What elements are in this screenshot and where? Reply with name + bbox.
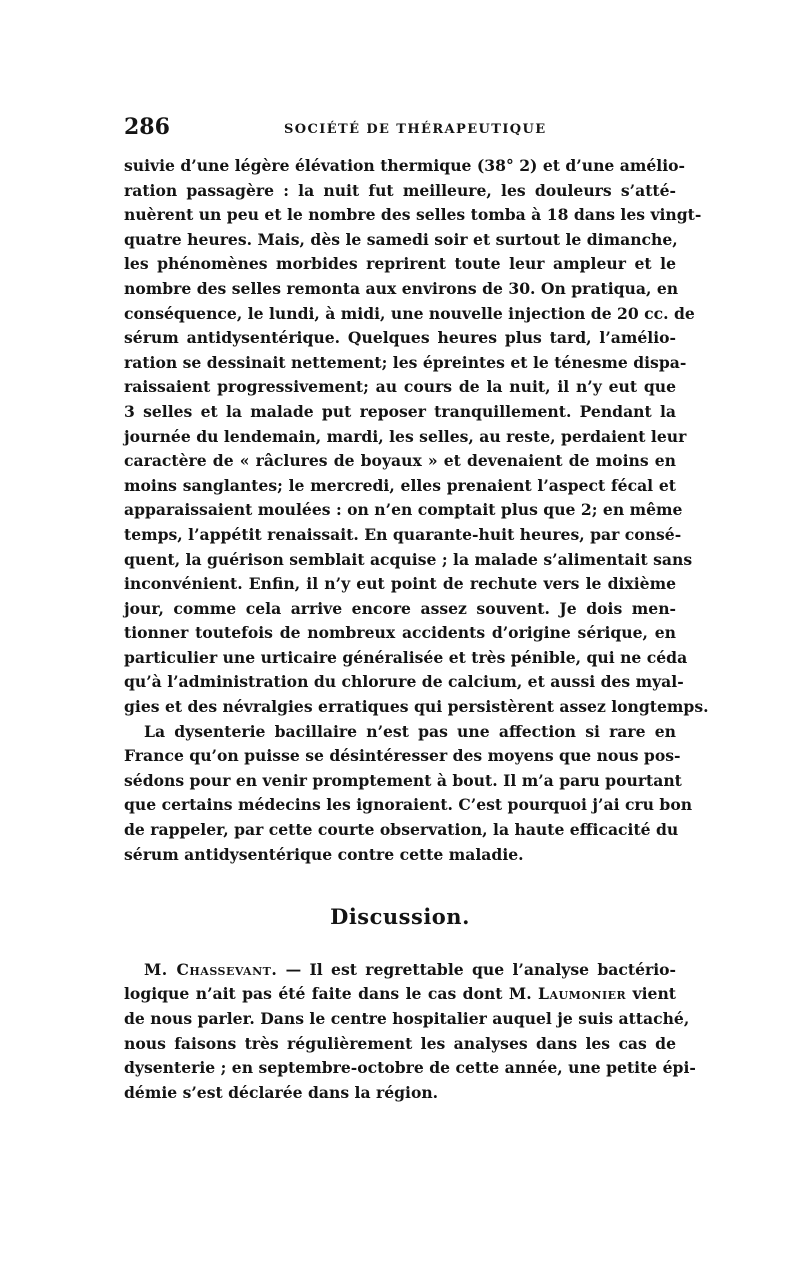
- paragraph-observation: [124, 154, 709, 720]
- text-line: France qu’on puisse se désintéresser des moyens que nous pos-: [124, 746, 681, 766]
- body-text: [124, 154, 709, 1105]
- text-fragment: Il est regrettable que l’analyse bactério-: [309, 959, 677, 979]
- text-fragment: vient: [626, 984, 676, 1004]
- text-fragment: logique n’ait pas été faite dans le cas dont M.: [124, 984, 539, 1004]
- text-line: ration se dessinait nettement; les épreintes et le ténesme dispa-: [124, 352, 687, 372]
- page-header: [124, 110, 676, 140]
- text-line: temps, l’appétit renaissait. En quarante-huit heures, par consé-: [124, 524, 682, 544]
- paragraph-discussion: [124, 958, 696, 1106]
- text-line: raissaient progressivement; au cours de la nuit, il n’y eut que: [124, 377, 676, 397]
- text-line: ration passagère : la nuit fut meilleure, les douleurs s’atté-: [124, 180, 676, 200]
- referenced-name: Laumonier: [538, 984, 627, 1004]
- dash: —: [277, 959, 310, 979]
- text-line: [124, 982, 676, 1007]
- text-line: sérum antidysentérique contre cette maladie.: [124, 844, 524, 864]
- text-line: que certains médecins les ignoraient. C’est pourquoi j’ai cru bon: [124, 795, 693, 815]
- text-line: sédons pour en venir promptement à bout. Il m’a paru pourtant: [124, 770, 682, 790]
- text-line: jour, comme cela arrive encore assez souvent. Je dois men-: [124, 598, 676, 618]
- text-line: quatre heures. Mais, dès le samedi soir et surtout le dimanche,: [124, 229, 678, 249]
- text-line: sérum antidysentérique. Quelques heures plus tard, l’amélio-: [124, 328, 676, 348]
- text-line: de nous parler. Dans le centre hospitalier auquel je suis attaché,: [124, 1009, 690, 1028]
- text-line: les phénomènes morbides reprirent toute leur ampleur et le: [124, 254, 676, 274]
- text-line: nous faisons très régulièrement les analyses dans les cas de: [124, 1033, 676, 1053]
- text-line: caractère de « râclures de boyaux » et devenaient de moins en: [124, 451, 676, 471]
- paragraph-conclusion: [124, 720, 693, 868]
- text-line: conséquence, le lundi, à midi, une nouvelle injection de 20 cc. de: [124, 303, 695, 323]
- text-line: La dysenterie bacillaire n’est pas une affection si rare en: [144, 721, 676, 741]
- page-number: 286: [124, 114, 170, 140]
- text-line: apparaissaient moulées : on n’en comptait plus que 2; en même: [124, 500, 683, 520]
- text-line: [124, 958, 676, 983]
- text-line: moins sanglantes; le mercredi, elles prenaient l’aspect fécal et: [124, 475, 676, 495]
- speaker-name: M. Chassevant.: [144, 959, 278, 979]
- text-line: de rappeler, par cette courte observation, la haute efficacité du: [124, 820, 679, 840]
- text-line: suivie d’une légère élévation thermique (38° 2) et d’une amélio-: [124, 156, 686, 175]
- text-line: dysenterie ; en septembre-octobre de cette année, une petite épi-: [124, 1058, 696, 1078]
- running-title: SOCIÉTÉ DE THÉRAPEUTIQUE: [284, 122, 547, 137]
- text-line: gies et des névralgies erratiques qui persistèrent assez longtemps.: [124, 697, 709, 717]
- text-line: particulier une urticaire généralisée et très pénible, qui ne céda: [124, 647, 688, 667]
- text-line: journée du lendemain, mardi, les selles, au reste, perdaient leur: [124, 426, 687, 446]
- text-line: nombre des selles remonta aux environs de 30. On pratiqua, en: [124, 278, 679, 298]
- text-line: quent, la guérison semblait acquise ; la malade s’alimentait sans: [124, 549, 693, 569]
- text-line: 3 selles et la malade put reposer tranquillement. Pendant la: [124, 401, 676, 421]
- text-line: nuèrent un peu et le nombre des selles tomba à 18 dans les vingt-: [124, 205, 702, 225]
- text-line: inconvénient. Enfin, il n’y eut point de rechute vers le dixième: [124, 574, 676, 594]
- text-line: démie s’est déclarée dans la région.: [124, 1082, 439, 1102]
- book-page: [124, 110, 709, 1105]
- text-line: qu’à l’administration du chlorure de calcium, et aussi des myal-: [124, 672, 684, 692]
- section-title-discussion: Discussion.: [330, 904, 470, 930]
- text-line: tionner toutefois de nombreux accidents d’origine sérique, en: [124, 623, 676, 643]
